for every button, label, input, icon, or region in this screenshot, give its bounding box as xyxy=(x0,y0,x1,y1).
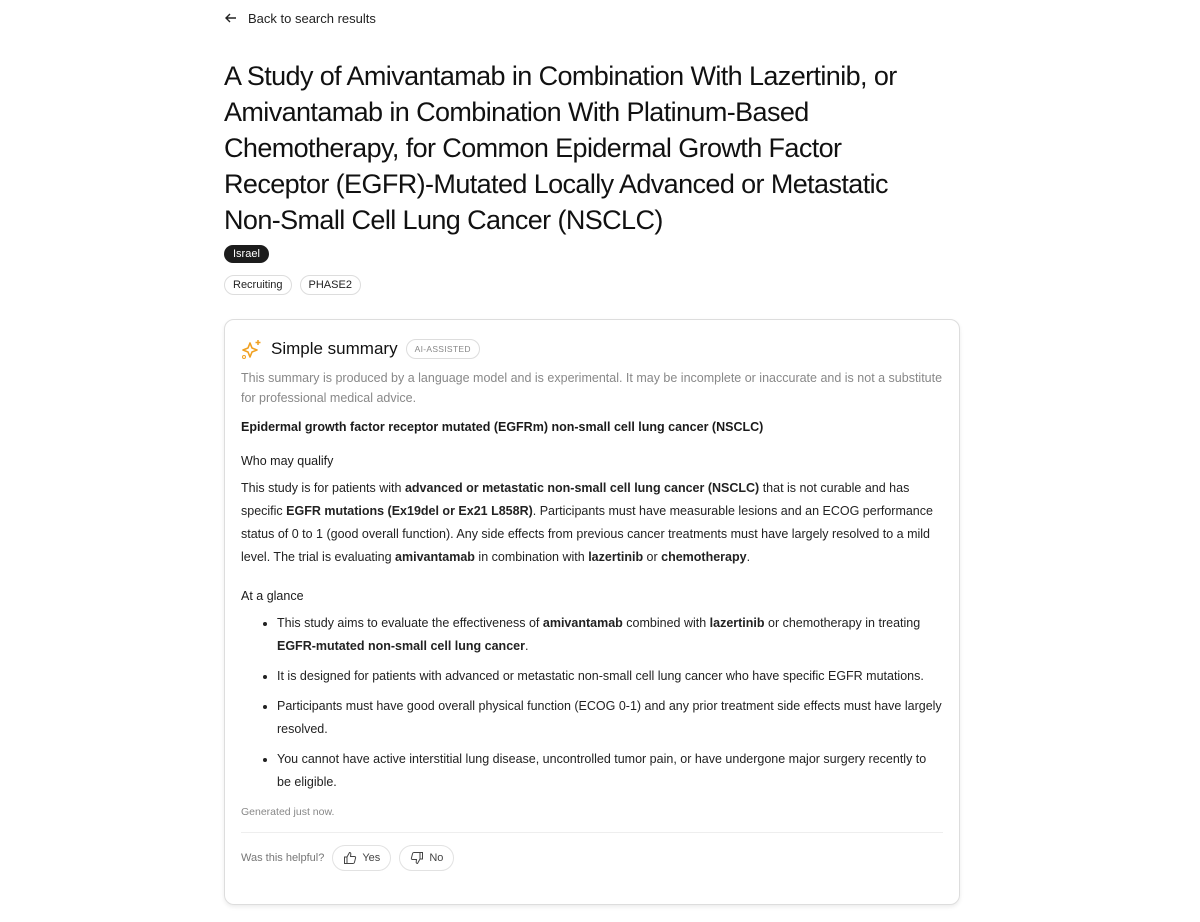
page-title: A Study of Amivantamab in Combination With Lazertinib, or Amivantamab in Combination With Platinum-Based Chemotherapy, for Common Epidermal Growth Factor Receptor (EGFR)-Mutated Locally Advanced or Metastatic Non-Small Cell Lung Cancer (NSCLC) xyxy=(224,61,897,235)
thumbs-down-icon xyxy=(410,851,424,865)
no-button[interactable] xyxy=(399,845,454,871)
text-segment: You cannot have active interstitial lung disease, uncontrolled tumor pain, or have undergone major surgery recently to be eligible. xyxy=(277,752,927,789)
thumbs-up-icon xyxy=(343,851,357,865)
arrow-left-icon xyxy=(224,11,238,25)
bold-text: lazertinib xyxy=(588,550,644,564)
page xyxy=(224,0,960,905)
summary-subtitle: Epidermal growth factor receptor mutated (EGFRm) non-small cell lung cancer (NSCLC) xyxy=(241,420,764,434)
status-badge: Recruiting xyxy=(224,275,292,295)
text-segment: It is designed for patients with advanced or metastatic non-small cell lung cancer who have specific EGFR mutations. xyxy=(277,669,924,683)
back-link[interactable] xyxy=(224,9,960,27)
back-label: Back to search results xyxy=(248,10,376,26)
glance-list xyxy=(241,612,943,794)
location-badge: Israel xyxy=(224,245,269,263)
text-segment: combined with xyxy=(622,616,710,630)
glance-item xyxy=(277,748,943,794)
bold-text: lazertinib xyxy=(709,616,765,630)
text-segment: . xyxy=(524,639,529,653)
phase-badge: PHASE2 xyxy=(300,275,361,295)
bold-text: EGFR-mutated non-small cell lung cancer xyxy=(277,639,525,653)
text-segment: This study aims to evaluate the effectiveness of xyxy=(277,616,543,630)
glance-item xyxy=(277,665,943,688)
bold-text: amivantamab xyxy=(542,616,623,630)
text-segment: Participants must have good overall physical function (ECOG 0-1) and any prior treatment side effects must have largely resolved. xyxy=(277,699,942,736)
feedback-row xyxy=(241,845,943,871)
glance-item xyxy=(277,695,943,741)
who-heading: Who may qualify xyxy=(241,454,334,468)
text-segment: or chemotherapy in treating xyxy=(764,616,921,630)
disclaimer: This summary is produced by a language model and is experimental. It may be incomplete or inaccurate and is not a substitute for professional medical advice. xyxy=(241,371,943,405)
text-segment: that is not curable and has specific xyxy=(241,481,910,518)
text-segment: This study is for patients with xyxy=(241,481,405,495)
text-segment: . Participants must have measurable lesions and an ECOG performance status of 0 to 1 (good overall function). Any side effects from previous cancer treatments must have largely resolved to a mild level. The trial is evaluating xyxy=(241,504,933,564)
divider xyxy=(241,832,943,833)
bold-text: advanced or metastatic non-small cell lung cancer (NSCLC) xyxy=(404,481,760,495)
summary-card xyxy=(224,319,960,905)
text-segment: . xyxy=(746,550,751,564)
bold-text: chemotherapy xyxy=(661,550,747,564)
who-text xyxy=(241,477,943,569)
glance-heading: At a glance xyxy=(241,589,304,603)
generated-note: Generated just now. xyxy=(241,806,335,818)
yes-button[interactable] xyxy=(332,845,391,871)
summary-title: Simple summary xyxy=(271,339,398,358)
no-label: No xyxy=(429,852,444,864)
text-segment: or xyxy=(643,550,662,564)
feedback-question: Was this helpful? xyxy=(241,852,325,864)
sparkle-icon xyxy=(241,338,263,360)
ai-assisted-badge: AI-ASSISTED xyxy=(406,339,480,359)
glance-item xyxy=(277,612,943,658)
bold-text: amivantamab xyxy=(395,550,475,564)
yes-label: Yes xyxy=(362,852,381,864)
bold-text: EGFR mutations (Ex19del or Ex21 L858R) xyxy=(286,504,533,518)
text-segment: in combination with xyxy=(474,550,589,564)
